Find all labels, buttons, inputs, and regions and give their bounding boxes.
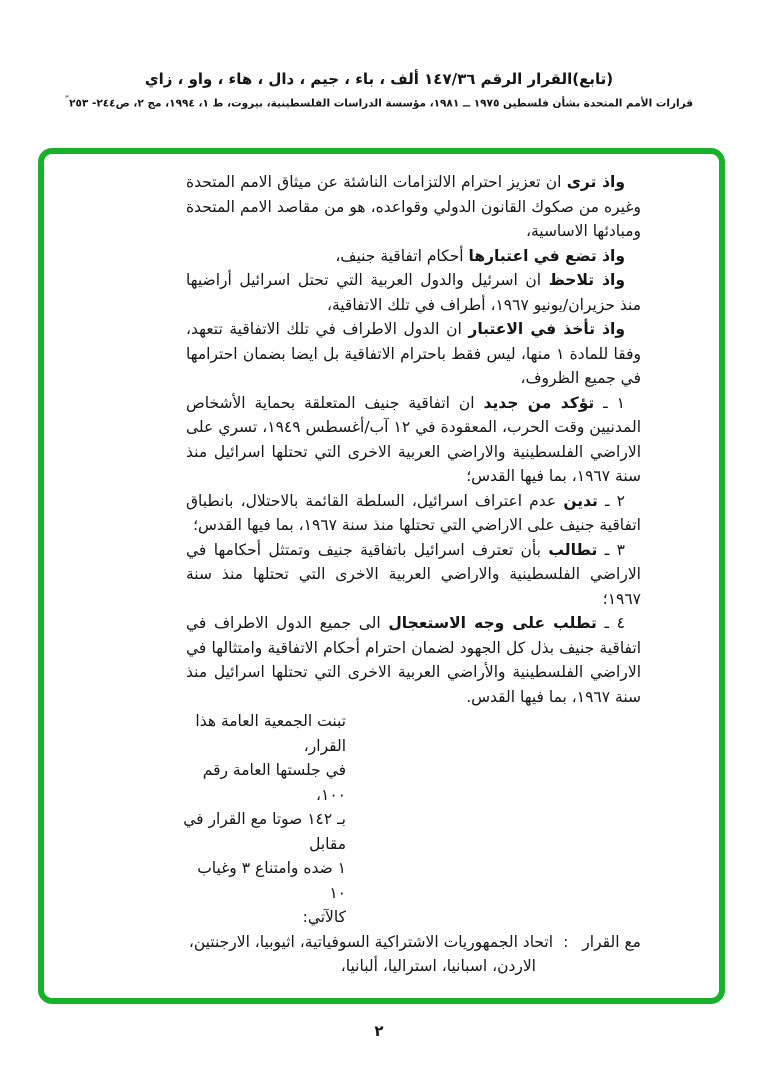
preamble-paragraph <box>186 268 641 317</box>
adoption-line: كالآتي: <box>302 908 346 926</box>
preamble-text: ان الدول الاطراف في تلك الاتفاقية تتعهد، وفقا للمادة ١ منها، ليس فقط باحترام الاتفاقية بل ايضا بضمان احترامها في جميع الظروف، <box>186 320 641 387</box>
adoption-line: ١ ضده وامتناع ٣ وغياب ١٠ <box>197 859 346 902</box>
adoption-line: بـ ١٤٢ صوتا مع القرار في مقابل <box>183 810 346 853</box>
operative-lead: تؤكد من جديد <box>483 393 595 412</box>
operative-paragraph <box>186 489 641 538</box>
vote-for-colon: : <box>563 932 569 951</box>
operative-text: ان اتفاقية جنيف المتعلقة بحماية الأشخاص المدنيين وقت الحرب، المعقودة في ١٢ آب/أغسطس ١٩٤٩، تسري على الاراضي الفلسطينية والاراضي العربية الاخرى التي تحتلها اسرائيل منذ سنة ١٩٦٧، بما فيها القدس؛ <box>186 393 641 485</box>
resolution-body <box>44 154 719 979</box>
preamble-text: ان تعزيز احترام الالتزامات الناشئة عن ميثاق الامم المتحدة وغيره من صكوك القانون الدولي وقواعده، هو من مقاصد الامم المتحدة ومبادئها الاساسية، <box>186 173 641 240</box>
preamble-paragraph <box>186 317 641 391</box>
adoption-line: في جلستها العامة رقم ١٠٠، <box>202 761 346 804</box>
operative-number: ١ ـ <box>594 393 625 412</box>
vote-for-label: مع القرار <box>582 932 641 951</box>
page-number: ٢ <box>374 1022 384 1040</box>
preamble-lead: واذ ترى <box>566 173 626 191</box>
operative-lead: تطلب على وجه الاستعجال <box>388 614 597 632</box>
operative-text: عدم اعتراف اسرائيل، السلطة القائمة بالاحتلال، بانطباق اتفاقية جنيف على الاراضي التي تحتلها منذ سنة ١٩٦٧، بما فيها القدس؛ <box>186 491 641 534</box>
vote-for-countries: اتحاد الجمهوريات الاشتراكية السوفياتية، اثيوبيا، الارجنتين، الاردن، اسبانيا، استراليا، ألبانيا، <box>188 932 554 975</box>
preamble-text: ان اسرئيل والدول العربية التي تحتل اسرائيل أراضيها منذ حزيران/يونيو ١٩٦٧، أطراف في تلك الاتفاقية، <box>186 271 641 314</box>
operative-lead: تطالب <box>548 540 598 559</box>
operative-paragraph <box>186 391 641 489</box>
operative-number: ٣ ـ <box>597 540 625 559</box>
preamble-paragraph <box>186 244 641 269</box>
green-highlight-frame <box>38 148 725 1004</box>
preamble-paragraph <box>186 170 641 244</box>
operative-lead: تدين <box>563 491 598 510</box>
operative-paragraph <box>186 611 641 709</box>
preamble-lead: واذ تلاحظ <box>548 271 626 289</box>
operative-number: ٢ ـ <box>597 491 625 510</box>
preamble-lead: واذ تضع في اعتبارها <box>468 246 625 265</box>
adoption-note <box>181 709 346 930</box>
operative-number: ٤ ـ <box>596 614 625 632</box>
source-footnote-mark: ʺ <box>64 95 70 104</box>
preamble-text: أحكام اتفاقية جنيف، <box>335 246 469 265</box>
operative-paragraph <box>186 538 641 612</box>
adoption-line: تبنت الجمعية العامة هذا القرار، <box>195 712 346 755</box>
preamble-lead: واذ تأخذ في الاعتبار <box>468 320 626 338</box>
source-citation <box>0 95 758 110</box>
source-citation-text: قرارات الأمم المتحدة بشأن فلسطين ١٩٧٥ ــ ١٩٨١، مؤسسة الدراسات الفلسطينية، بيروت، ط ١، ١٩٩٤، مج ٢، ص٢٤٤- ٢٥٣ <box>69 97 694 110</box>
operative-text: الى جميع الدول الاطراف في اتفاقية جنيف بذل كل الجهود لضمان احترام أحكام الاتفاقية وامتثالها في الاراضي الفلسطينية والأراضي العربية الاخرى التي تحتلها اسرائيل منذ سنة ١٩٦٧، بما فيها القدس. <box>186 614 641 706</box>
resolution-title: (تابع)القرار الرقم ١٤٧/٣٦ ألف ، باء ، جيم ، دال ، هاء ، واو ، زاي <box>144 70 614 88</box>
page-header <box>0 70 758 110</box>
vote-for-paragraph <box>186 930 641 979</box>
operative-text: بأن تعترف اسرائيل باتفاقية جنيف وتمتثل أحكامها في الاراضي الفلسطينية والاراضي العربية الاخرى التي تحتلها منذ سنة ١٩٦٧؛ <box>186 540 641 608</box>
